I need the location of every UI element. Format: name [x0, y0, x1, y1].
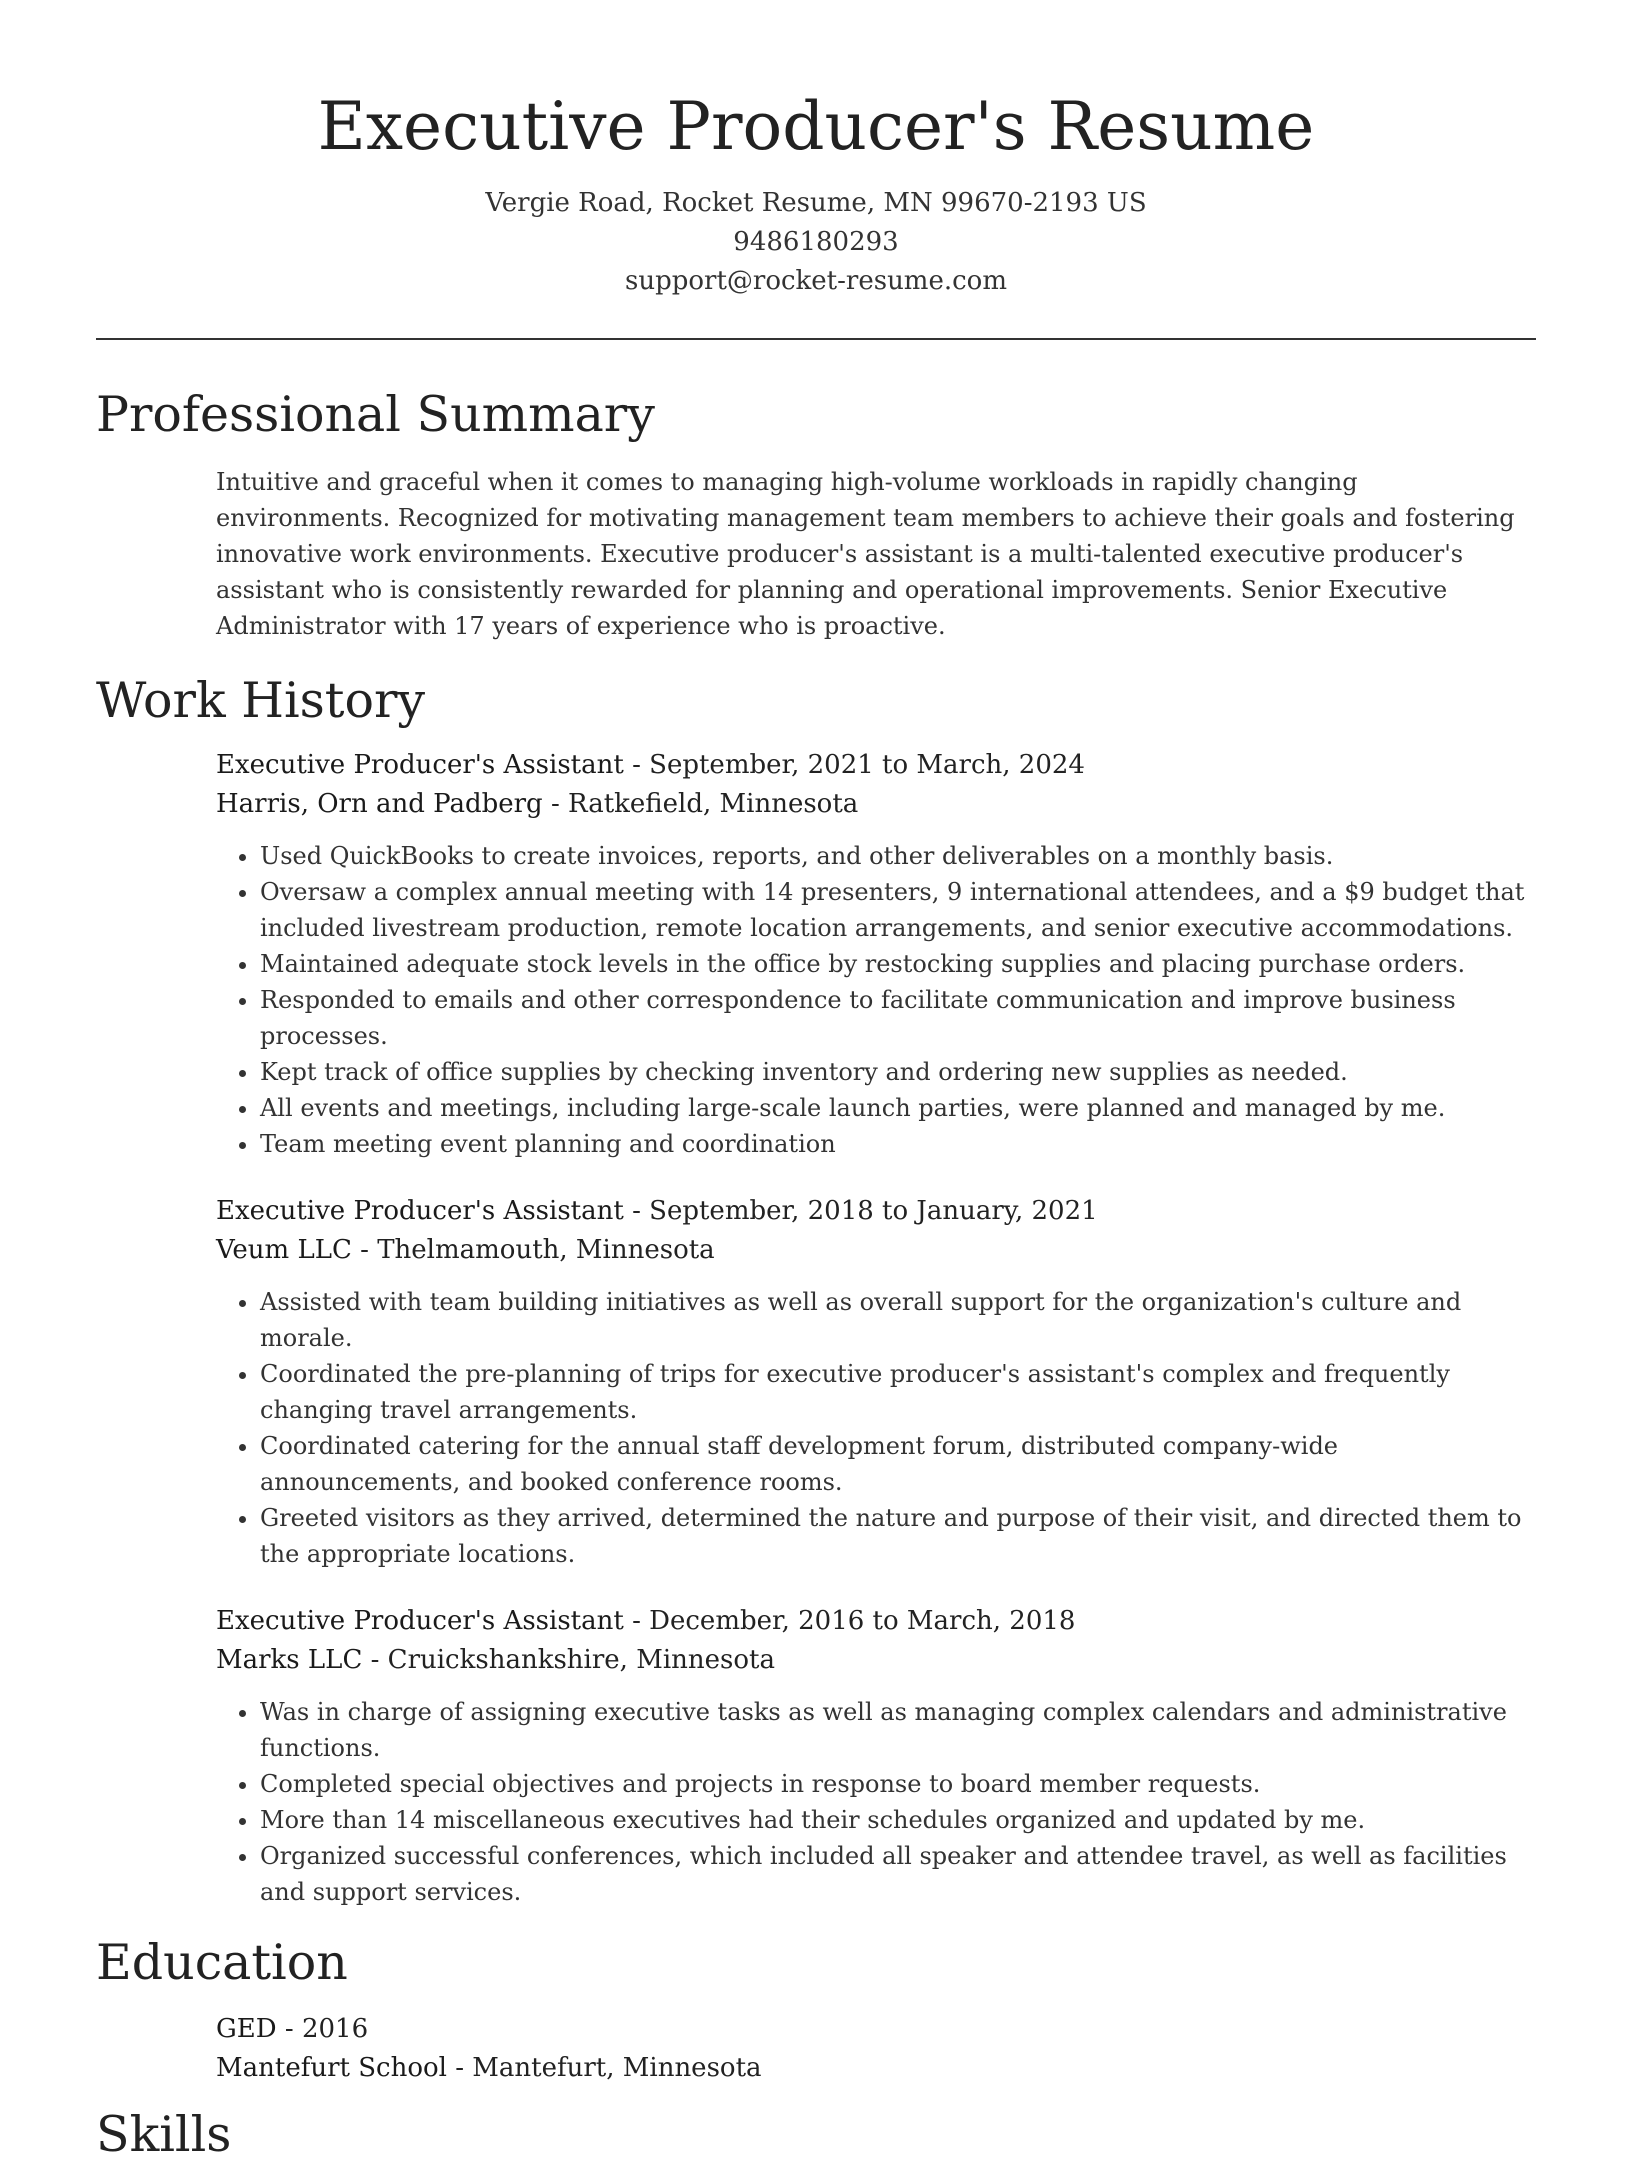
job-company-line: Harris, Orn and Padberg - Ratkefield, Minnesota — [216, 789, 859, 819]
skills-heading: Skills — [96, 2106, 232, 2163]
list-item: • All events and meetings, including large-scale launch parties, were planned and managed by me. — [260, 1090, 1536, 1126]
job-company: Marks LLC — [216, 1645, 363, 1675]
list-item: • Organized successful conferences, which included all speaker and attendee travel, as well as facilities and support services. — [260, 1838, 1536, 1910]
job-bullets — [216, 1284, 1536, 1572]
list-item: • Completed special objectives and projects in response to board member requests. — [260, 1766, 1536, 1802]
list-item: • Kept track of office supplies by checking inventory and ordering new supplies as needed. — [260, 1054, 1536, 1090]
education-degree-line: GED - 2016 — [216, 2014, 369, 2044]
header-divider — [96, 338, 1536, 340]
work-history-heading: Work History — [96, 672, 426, 729]
list-item: • Coordinated the pre-planning of trips for executive producer's assistant's complex and frequently changing travel arrangements. — [260, 1356, 1536, 1428]
list-item: • Coordinated catering for the annual staff development forum, distributed company-wide announcements, and booked conference rooms. — [260, 1428, 1536, 1500]
list-item: • Oversaw a complex annual meeting with 14 presenters, 9 international attendees, and a $9 budget that included livestream production, remote location arrangements, and senior executive accommodations. — [260, 874, 1536, 946]
job-entry — [216, 1192, 1536, 1572]
education-location: Mantefurt, Minnesota — [472, 2053, 762, 2083]
job-title: Executive Producer's Assistant — [216, 1196, 624, 1226]
job-entry — [216, 1602, 1536, 1910]
job-company: Harris, Orn and Padberg — [216, 789, 543, 819]
summary-heading: Professional Summary — [96, 386, 655, 443]
job-title: Executive Producer's Assistant — [216, 750, 624, 780]
address-text: Vergie Road, Rocket Resume, MN 99670-2193 US — [485, 188, 1147, 218]
job-company: Veum LLC — [216, 1235, 352, 1265]
job-location: Cruickshankshire, Minnesota — [387, 1645, 775, 1675]
job-dates: September, 2021 to March, 2024 — [649, 750, 1085, 780]
job-company-line: Veum LLC - Thelmamouth, Minnesota — [216, 1235, 715, 1265]
summary-text: Intuitive and graceful when it comes to managing high-volume workloads in rapidly changing environments. Recognized for motivating management team members to achieve their goals and fostering innovative work environments. Executive producer's assistant is a multi-talented executive producer's assistant who is consistently rewarded for planning and operational improvements. Senior Executive Administrator with 17 years of experience who is proactive. — [216, 468, 1515, 640]
job-dates: September, 2018 to January, 2021 — [649, 1196, 1098, 1226]
work-history-list — [216, 746, 1536, 1910]
job-location: Ratkefield, Minnesota — [568, 789, 859, 819]
job-bullets — [216, 1694, 1536, 1910]
job-title-line: Executive Producer's Assistant - September, 2021 to March, 2024 — [216, 750, 1085, 780]
list-item: • Was in charge of assigning executive tasks as well as managing complex calendars and administrative functions. — [260, 1694, 1536, 1766]
list-item: • More than 14 miscellaneous executives had their schedules organized and updated by me. — [260, 1802, 1536, 1838]
education-year: 2016 — [301, 2014, 369, 2044]
job-title-line: Executive Producer's Assistant - September, 2018 to January, 2021 — [216, 1196, 1098, 1226]
education-school: Mantefurt School — [216, 2053, 447, 2083]
email-text: support@rocket-resume.com — [624, 266, 1007, 296]
education-heading: Education — [96, 1934, 348, 1991]
list-item: • Team meeting event planning and coordination — [260, 1126, 1536, 1162]
list-item: • Greeted visitors as they arrived, determined the nature and purpose of their visit, and directed them to the appropriate locations. — [260, 1500, 1536, 1572]
phone-text: 9486180293 — [733, 227, 899, 257]
resume-page — [96, 0, 1536, 2166]
contact-block — [96, 184, 1536, 301]
education-school-line: Mantefurt School - Mantefurt, Minnesota — [216, 2053, 762, 2083]
job-dates: December, 2016 to March, 2018 — [649, 1606, 1076, 1636]
education-degree: GED — [216, 2014, 277, 2044]
education-entry — [216, 2010, 1536, 2088]
job-title-line: Executive Producer's Assistant - December, 2016 to March, 2018 — [216, 1606, 1076, 1636]
list-item: • Maintained adequate stock levels in the office by restocking supplies and placing purchase orders. — [260, 946, 1536, 982]
job-location: Thelmamouth, Minnesota — [377, 1235, 715, 1265]
job-company-line: Marks LLC - Cruickshankshire, Minnesota — [216, 1645, 775, 1675]
list-item: • Responded to emails and other correspondence to facilitate communication and improve business processes. — [260, 982, 1536, 1054]
list-item: • Assisted with team building initiatives as well as overall support for the organization's culture and morale. — [260, 1284, 1536, 1356]
list-item: • Used QuickBooks to create invoices, reports, and other deliverables on a monthly basis. — [260, 838, 1536, 874]
page-title: Executive Producer's Resume — [317, 88, 1315, 165]
job-entry — [216, 746, 1536, 1162]
job-bullets — [216, 838, 1536, 1162]
job-title: Executive Producer's Assistant — [216, 1606, 624, 1636]
